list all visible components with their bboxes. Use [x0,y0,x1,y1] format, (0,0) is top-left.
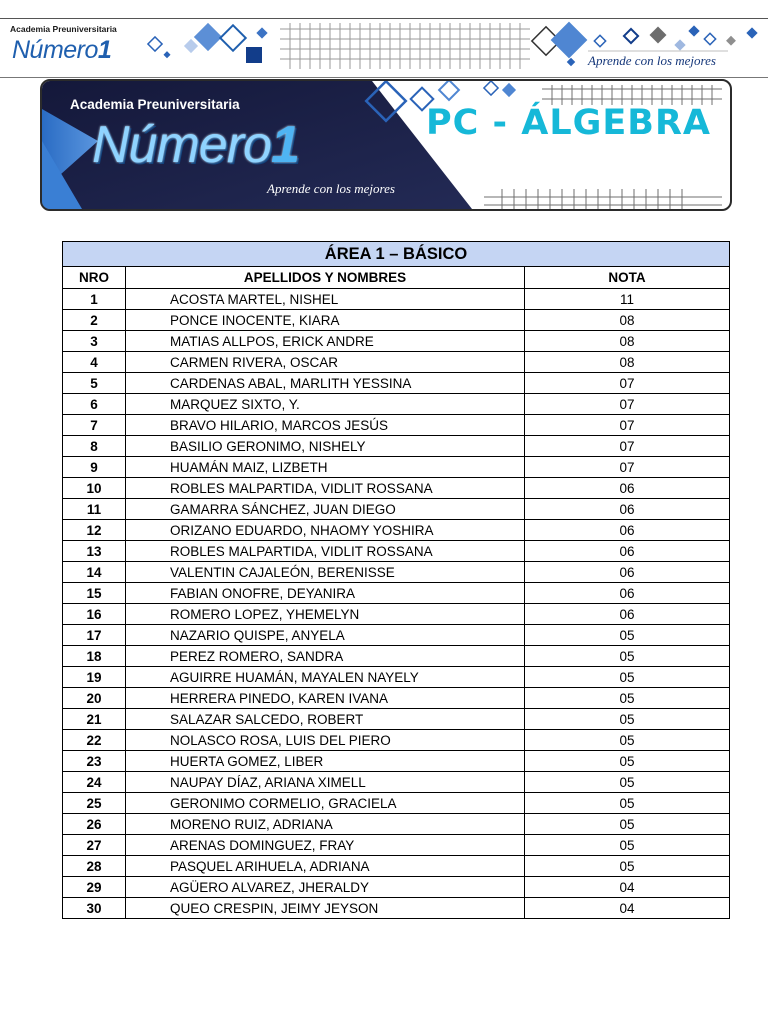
row-number: 29 [63,877,126,898]
student-grade: 07 [525,415,730,436]
student-grade: 06 [525,499,730,520]
table-row [63,541,730,562]
student-name: ACOSTA MARTEL, NISHEL [126,289,525,310]
banner [40,79,732,211]
row-number: 9 [63,457,126,478]
student-name: HUAMÁN MAIZ, LIZBETH [126,457,525,478]
results-table [62,241,730,919]
student-grade: 11 [525,289,730,310]
table-row [63,583,730,604]
row-number: 4 [63,352,126,373]
table-row [63,709,730,730]
row-number: 2 [63,310,126,331]
student-name: ROBLES MALPARTIDA, VIDLIT ROSSANA [126,478,525,499]
row-number: 16 [63,604,126,625]
row-number: 24 [63,772,126,793]
student-name: MARQUEZ SIXTO, Y. [126,394,525,415]
header-slogan: Aprende con los mejores [588,53,716,68]
row-number: 12 [63,520,126,541]
student-grade: 08 [525,352,730,373]
header-brand-digit: 1 [97,36,112,64]
student-grade: 07 [525,373,730,394]
banner-grid-top [542,85,722,105]
student-name: QUEO CRESPIN, JEIMY JEYSON [126,898,525,919]
row-number: 10 [63,478,126,499]
row-number: 17 [63,625,126,646]
table-row [63,751,730,772]
student-name: HUERTA GOMEZ, LIBER [126,751,525,772]
table-title: ÁREA 1 – BÁSICO [63,242,730,267]
student-grade: 06 [525,604,730,625]
table-row [63,646,730,667]
student-name: AGUIRRE HUAMÁN, MAYALEN NAYELY [126,667,525,688]
row-number: 1 [63,289,126,310]
row-number: 18 [63,646,126,667]
student-grade: 08 [525,310,730,331]
table-row [63,520,730,541]
student-grade: 04 [525,877,730,898]
column-header-nota: NOTA [525,267,730,289]
student-name: NAZARIO QUISPE, ANYELA [126,625,525,646]
student-grade: 07 [525,394,730,415]
student-grade: 05 [525,646,730,667]
student-grade: 07 [525,457,730,478]
student-grade: 05 [525,625,730,646]
table-row [63,562,730,583]
row-number: 21 [63,709,126,730]
table-row [63,457,730,478]
student-grade: 08 [525,331,730,352]
student-name: ORIZANO EDUARDO, NHAOMY YOSHIRA [126,520,525,541]
student-grade: 06 [525,562,730,583]
table-header-row [63,267,730,289]
student-name: PONCE INOCENTE, KIARA [126,310,525,331]
row-number: 30 [63,898,126,919]
student-name: ARENAS DOMINGUEZ, FRAY [126,835,525,856]
student-grade: 06 [525,583,730,604]
table-row [63,877,730,898]
table-row [63,394,730,415]
student-name: VALENTIN CAJALEÓN, BERENISSE [126,562,525,583]
header-diamond-cluster-left [148,23,268,63]
student-grade: 05 [525,688,730,709]
student-name: CARDENAS ABAL, MARLITH YESSINA [126,373,525,394]
student-grade: 05 [525,730,730,751]
student-name: MATIAS ALLPOS, ERICK ANDRE [126,331,525,352]
table-row [63,436,730,457]
row-number: 28 [63,856,126,877]
student-name: BASILIO GERONIMO, NISHELY [126,436,525,457]
banner-academy-label: Academia Preuniversitaria [70,97,240,112]
table-row [63,730,730,751]
student-grade: 06 [525,478,730,499]
table-row [63,625,730,646]
student-grade: 05 [525,835,730,856]
row-number: 22 [63,730,126,751]
table-title-row [63,242,730,267]
student-name: CARMEN RIVERA, OSCAR [126,352,525,373]
student-name: ROMERO LOPEZ, YHEMELYN [126,604,525,625]
banner-slogan: Aprende con los mejores [267,181,395,196]
student-name: SALAZAR SALCEDO, ROBERT [126,709,525,730]
table-row [63,331,730,352]
row-number: 19 [63,667,126,688]
row-number: 27 [63,835,126,856]
row-number: 14 [63,562,126,583]
student-name: PASQUEL ARIHUELA, ADRIANA [126,856,525,877]
student-grade: 06 [525,520,730,541]
banner-subject-title: PC - ÁLGEBRA [426,103,711,143]
row-number: 23 [63,751,126,772]
student-name: GAMARRA SÁNCHEZ, JUAN DIEGO [126,499,525,520]
student-name: AGÜERO ALVAREZ, JHERALDY [126,877,525,898]
row-number: 13 [63,541,126,562]
row-number: 5 [63,373,126,394]
table-row [63,415,730,436]
row-number: 7 [63,415,126,436]
table-row [63,772,730,793]
student-name: PEREZ ROMERO, SANDRA [126,646,525,667]
student-name: ROBLES MALPARTIDA, VIDLIT ROSSANA [126,541,525,562]
row-number: 8 [63,436,126,457]
table-row [63,478,730,499]
student-grade: 05 [525,793,730,814]
table-row [63,373,730,394]
table-row [63,856,730,877]
student-grade: 05 [525,772,730,793]
header-academy-label: Academia Preuniversitaria [10,24,117,34]
table-row [63,499,730,520]
student-name: MORENO RUIZ, ADRIANA [126,814,525,835]
table-row [63,814,730,835]
table-row [63,352,730,373]
banner-brand-digit: 1 [270,116,299,174]
student-name: GERONIMO CORMELIO, GRACIELA [126,793,525,814]
student-grade: 05 [525,751,730,772]
column-header-name: APELLIDOS Y NOMBRES [126,267,525,289]
column-header-nro: NRO [63,267,126,289]
header-grid [280,23,530,69]
student-grade: 05 [525,709,730,730]
table-row [63,688,730,709]
row-number: 3 [63,331,126,352]
student-grade: 04 [525,898,730,919]
row-number: 20 [63,688,126,709]
student-grade: 07 [525,436,730,457]
banner-grid-bottom [484,189,722,209]
student-grade: 05 [525,667,730,688]
row-number: 11 [63,499,126,520]
row-number: 26 [63,814,126,835]
student-grade: 05 [525,814,730,835]
table-row [63,835,730,856]
student-name: NOLASCO ROSA, LUIS DEL PIERO [126,730,525,751]
table-row [63,667,730,688]
table-row [63,898,730,919]
student-grade: 06 [525,541,730,562]
student-name: HERRERA PINEDO, KAREN IVANA [126,688,525,709]
table-row [63,793,730,814]
row-number: 25 [63,793,126,814]
table-row [63,289,730,310]
table-row [63,604,730,625]
table-row [63,310,730,331]
header-strip [0,18,768,78]
banner-brand-word: Número1 [92,116,299,174]
row-number: 15 [63,583,126,604]
student-name: NAUPAY DÍAZ, ARIANA XIMELL [126,772,525,793]
row-number: 6 [63,394,126,415]
student-name: BRAVO HILARIO, MARCOS JESÚS [126,415,525,436]
student-name: FABIAN ONOFRE, DEYANIRA [126,583,525,604]
header-brand-word: Número1 [12,36,112,64]
student-grade: 05 [525,856,730,877]
